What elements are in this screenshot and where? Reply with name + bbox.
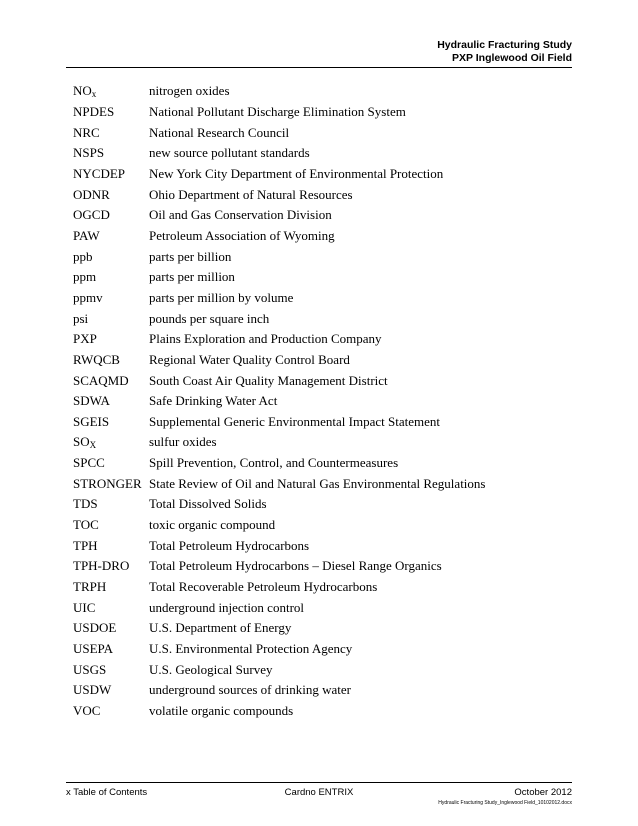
abbreviation-term-text: USDW <box>73 682 112 698</box>
abbreviation-definition: parts per million by volume <box>149 289 294 305</box>
abbreviation-definition: National Pollutant Discharge Elimination System <box>149 103 406 119</box>
abbreviation-row <box>73 226 583 247</box>
abbreviation-term <box>73 331 149 347</box>
abbreviation-row <box>73 535 583 556</box>
abbreviation-definition: Total Petroleum Hydrocarbons – Diesel Range Organics <box>149 558 442 574</box>
abbreviation-row <box>73 205 583 226</box>
abbreviation-definition: Oil and Gas Conservation Division <box>149 207 332 223</box>
abbreviation-subscript: x <box>91 89 97 100</box>
abbreviation-term <box>73 352 149 368</box>
abbreviation-term <box>73 476 149 492</box>
abbreviation-definition: toxic organic compound <box>149 517 276 533</box>
abbreviation-term-text: STRONGER <box>73 475 142 491</box>
abbreviation-row <box>73 102 583 123</box>
abbreviation-definition: Total Petroleum Hydrocarbons <box>149 537 310 553</box>
abbreviation-term <box>73 682 149 698</box>
header-title: Hydraulic Fracturing Study <box>437 39 572 51</box>
abbreviation-definition: Total Recoverable Petroleum Hydrocarbons <box>149 579 378 595</box>
abbreviation-term <box>73 703 149 719</box>
abbreviation-definition: underground injection control <box>149 599 305 615</box>
abbreviation-row <box>73 494 583 515</box>
abbreviation-row <box>73 618 583 639</box>
abbreviation-term-text: ODNR <box>73 186 110 202</box>
abbreviation-row <box>73 143 583 164</box>
abbreviation-row <box>73 308 583 329</box>
abbreviation-row <box>73 515 583 536</box>
abbreviation-term <box>73 145 149 161</box>
abbreviation-term <box>73 290 149 306</box>
abbreviation-term <box>73 662 149 678</box>
abbreviation-definition: Regional Water Quality Control Board <box>149 351 350 367</box>
abbreviation-term-text: NSPS <box>73 145 105 161</box>
abbreviation-term <box>73 496 149 512</box>
abbreviation-term <box>73 249 149 265</box>
abbreviation-definition: Safe Drinking Water Act <box>149 393 278 409</box>
abbreviation-row <box>73 164 583 185</box>
abbreviation-row <box>73 370 583 391</box>
abbreviation-term <box>73 166 149 182</box>
footer-divider <box>66 782 572 783</box>
abbreviation-definition: Plains Exploration and Production Company <box>149 331 382 347</box>
footer-date: October 2012 <box>514 787 572 798</box>
abbreviation-term-text: TOC <box>73 517 99 533</box>
abbreviation-definition: Supplemental Generic Environmental Impact Statement <box>149 413 440 429</box>
abbreviation-term-text: PAW <box>73 227 100 243</box>
abbreviation-definition: U.S. Environmental Protection Agency <box>149 641 353 657</box>
abbreviation-term-text: PXP <box>73 331 97 347</box>
abbreviation-term-text: SGEIS <box>73 413 110 429</box>
abbreviation-definition: Petroleum Association of Wyoming <box>149 227 335 243</box>
abbreviation-row <box>73 329 583 350</box>
abbreviation-term <box>73 393 149 409</box>
abbreviation-row <box>73 556 583 577</box>
page-header <box>437 39 572 65</box>
abbreviation-definition: South Coast Air Quality Management District <box>149 372 388 388</box>
abbreviation-term-text: NO <box>73 83 92 99</box>
abbreviation-definition: sulfur oxides <box>149 434 217 450</box>
abbreviation-term <box>73 311 149 327</box>
abbreviation-term-text: UIC <box>73 599 96 615</box>
abbreviation-term-text: ppm <box>73 269 97 285</box>
abbreviation-term-text: USEPA <box>73 641 113 657</box>
abbreviation-term-text: SDWA <box>73 393 110 409</box>
abbreviation-term-text: SO <box>73 434 90 450</box>
abbreviation-row <box>73 288 583 309</box>
abbreviation-row <box>73 453 583 474</box>
abbreviation-term-text: VOC <box>73 703 101 719</box>
abbreviation-row <box>73 246 583 267</box>
abbreviation-row <box>73 267 583 288</box>
abbreviation-definition: New York City Department of Environmental Protection <box>149 165 444 181</box>
abbreviation-term-text: NPDES <box>73 103 115 119</box>
abbreviation-term <box>73 187 149 203</box>
abbreviation-definition: Total Dissolved Solids <box>149 496 267 512</box>
abbreviation-row <box>73 597 583 618</box>
abbreviation-definition: underground sources of drinking water <box>149 682 351 698</box>
abbreviation-term-text: NYCDEP <box>73 165 126 181</box>
abbreviation-term <box>73 558 149 574</box>
abbreviation-term <box>73 373 149 389</box>
footer-section: x Table of Contents <box>66 787 148 798</box>
abbreviation-term <box>73 434 149 450</box>
abbreviation-term-text: USGS <box>73 661 107 677</box>
abbreviation-term-text: psi <box>73 310 89 326</box>
abbreviation-row <box>73 473 583 494</box>
abbreviation-term-text: SCAQMD <box>73 372 129 388</box>
abbreviation-definition: Ohio Department of Natural Resources <box>149 186 353 202</box>
abbreviation-term <box>73 538 149 554</box>
footer-filename: Hydraulic Fracturing Study_Inglewood Field_10102012.docx <box>438 800 572 806</box>
abbreviation-term <box>73 620 149 636</box>
abbreviation-term <box>73 414 149 430</box>
abbreviation-row <box>73 81 583 102</box>
abbreviation-row <box>73 659 583 680</box>
abbreviation-list <box>73 81 583 721</box>
abbreviation-term <box>73 269 149 285</box>
abbreviation-row <box>73 184 583 205</box>
abbreviation-definition: parts per million <box>149 269 235 285</box>
abbreviation-term <box>73 104 149 120</box>
abbreviation-row <box>73 412 583 433</box>
abbreviation-row <box>73 391 583 412</box>
abbreviation-term <box>73 83 149 99</box>
abbreviation-term <box>73 517 149 533</box>
abbreviation-definition: State Review of Oil and Natural Gas Environmental Regulations <box>149 475 486 491</box>
abbreviation-definition: National Research Council <box>149 124 290 140</box>
abbreviation-term-text: ppmv <box>73 289 103 305</box>
abbreviation-definition: parts per billion <box>149 248 232 264</box>
abbreviation-definition: volatile organic compounds <box>149 703 294 719</box>
abbreviation-definition: new source pollutant standards <box>149 145 310 161</box>
abbreviation-row <box>73 680 583 701</box>
abbreviation-definition: U.S. Department of Energy <box>149 620 292 636</box>
abbreviation-term-text: TPH-DRO <box>73 558 130 574</box>
abbreviation-term <box>73 228 149 244</box>
abbreviation-definition: Spill Prevention, Control, and Countermeasures <box>149 455 399 471</box>
abbreviation-definition: nitrogen oxides <box>149 83 230 99</box>
abbreviation-term-text: SPCC <box>73 455 105 471</box>
abbreviation-term-text: TPH <box>73 537 98 553</box>
abbreviation-term <box>73 579 149 595</box>
abbreviation-row <box>73 639 583 660</box>
abbreviation-row <box>73 577 583 598</box>
header-divider <box>66 67 572 68</box>
abbreviation-term <box>73 600 149 616</box>
abbreviation-term-text: TDS <box>73 496 98 512</box>
abbreviation-term <box>73 641 149 657</box>
abbreviation-term-text: RWQCB <box>73 351 120 367</box>
abbreviation-term <box>73 207 149 223</box>
abbreviation-definition: U.S. Geological Survey <box>149 661 273 677</box>
abbreviation-term <box>73 455 149 471</box>
abbreviation-term-text: ppb <box>73 248 93 264</box>
abbreviation-row <box>73 122 583 143</box>
abbreviation-term-text: OGCD <box>73 207 110 223</box>
abbreviation-term <box>73 125 149 141</box>
abbreviation-term-text: TRPH <box>73 579 107 595</box>
abbreviation-subscript: X <box>89 440 97 451</box>
abbreviation-row <box>73 701 583 722</box>
abbreviation-row <box>73 350 583 371</box>
abbreviation-definition: pounds per square inch <box>149 310 270 326</box>
abbreviation-term-text: USDOE <box>73 620 117 636</box>
header-subtitle: PXP Inglewood Oil Field <box>452 52 572 64</box>
abbreviation-term-text: NRC <box>73 124 100 140</box>
abbreviation-row <box>73 432 583 453</box>
footer-company: Cardno ENTRIX <box>284 787 354 798</box>
